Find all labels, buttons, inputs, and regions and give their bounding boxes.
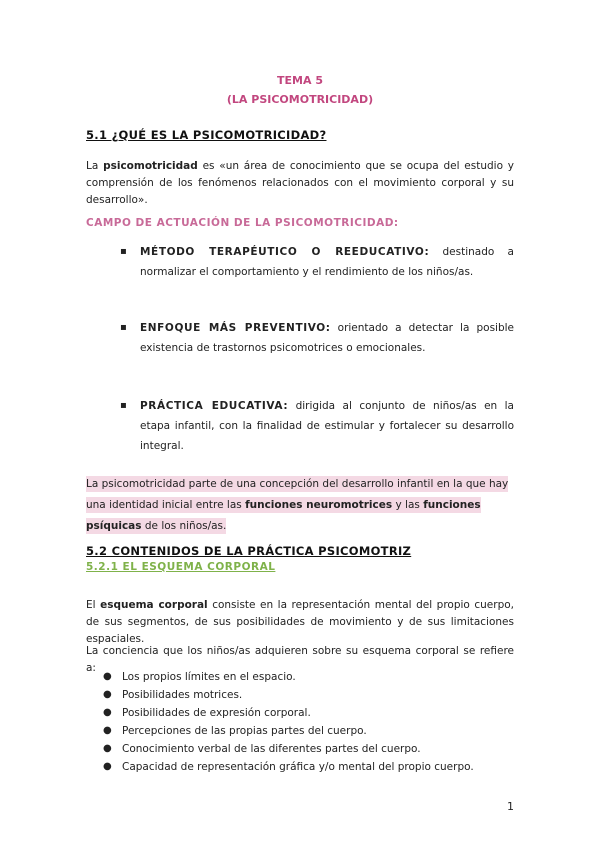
section-1-heading: 5.1 ¿QUÉ ES LA PSICOMOTRICIDAD? <box>86 128 327 142</box>
def-bold-term: esquema corporal <box>100 599 208 611</box>
bullet-item <box>120 318 514 358</box>
list-item-text: Posibilidades motrices. <box>122 689 243 701</box>
round-bullet-icon: ● <box>103 761 112 772</box>
def-text-post: consiste en la representación mental del propio cuerpo, de sus segmentos, de sus posibilidades de movimiento y de sus limitaciones espaciales. <box>86 599 515 645</box>
bullet-item <box>120 242 514 282</box>
round-bullet-icon: ● <box>103 725 112 736</box>
intro-paragraph <box>86 158 514 209</box>
round-bullet-icon: ● <box>103 671 112 682</box>
list-item-text: Los propios límites en el espacio. <box>122 671 296 683</box>
round-bullet-icon: ● <box>103 707 112 718</box>
bullet-item <box>120 396 514 456</box>
highlight-text-pre: La psicomotricidad parte de una concepción del desarrollo infantil en la que hay una identidad inicial entre las <box>86 478 509 511</box>
round-bullet-icon: ● <box>103 743 112 754</box>
page-number: 1 <box>507 800 514 813</box>
section-2-heading: 5.2 CONTENIDOS DE LA PRÁCTICA PSICOMOTRIZ <box>86 544 412 558</box>
intro-text-post: es «un área de conocimiento que se ocupa del estudio y comprensión de los fenómenos relacionados con el movimiento corporal y su desarrollo». <box>86 160 515 206</box>
campo-heading: CAMPO DE ACTUACIÓN DE LA PSICOMOTRICIDAD: <box>86 217 399 229</box>
bullet-text: dirigida al conjunto de niños/as en la etapa infantil, con la finalidad de estimular y fortalecer su desarrollo integral. <box>140 400 514 452</box>
def-text-pre: El <box>86 599 101 611</box>
square-bullet-icon: ▪ <box>120 246 127 257</box>
bullet-text: destinado a normalizar el comportamiento y el rendimiento de los niños/as. <box>140 246 514 278</box>
list-item-text: Conocimiento verbal de las diferentes partes del cuerpo. <box>122 743 421 755</box>
tema-subtitle: (LA PSICOMOTRICIDAD) <box>226 93 374 106</box>
list-item-text: Posibilidades de expresión corporal. <box>122 707 311 719</box>
intro-text-pre: La <box>86 160 104 172</box>
subsection-heading: 5.2.1 EL ESQUEMA CORPORAL <box>86 561 276 573</box>
highlight-bold-2: funciones psíquicas <box>86 499 481 532</box>
list-item-text: Percepciones de las propias partes del cuerpo. <box>122 725 367 737</box>
highlight-text-post: de los niños/as. <box>141 520 227 532</box>
square-bullet-icon: ▪ <box>120 400 127 411</box>
highlight-text-mid: y las <box>392 499 424 511</box>
bullet-bold: ENFOQUE MÁS PREVENTIVO: <box>140 322 331 334</box>
list-item <box>100 722 520 740</box>
list-item <box>100 668 520 686</box>
square-bullet-icon: ▪ <box>120 322 127 333</box>
definition-paragraph <box>86 597 514 648</box>
list-item <box>100 758 520 776</box>
highlight-bold-1: funciones neuromotrices <box>245 499 393 511</box>
list-item <box>100 704 520 722</box>
conciencia-paragraph: La conciencia que los niños/as adquieren sobre su esquema corporal se refiere a: <box>86 645 514 674</box>
bullet-text: orientado a detectar la posible existencia de trastornos psicomotrices o emocionales. <box>140 322 514 354</box>
list-item <box>100 740 520 758</box>
tema-title: TEMA 5 <box>277 74 323 87</box>
bullet-bold: PRÁCTICA EDUCATIVA: <box>140 400 289 412</box>
highlighted-paragraph <box>86 474 514 537</box>
intro-bold-term: psicomotricidad <box>103 160 198 172</box>
bullet-bold: MÉTODO TERAPÉUTICO O REEDUCATIVO: <box>140 246 430 258</box>
esquema-list <box>100 668 520 776</box>
list-item <box>100 686 520 704</box>
list-item-text: Capacidad de representación gráfica y/o mental del propio cuerpo. <box>122 761 474 773</box>
round-bullet-icon: ● <box>103 689 112 700</box>
